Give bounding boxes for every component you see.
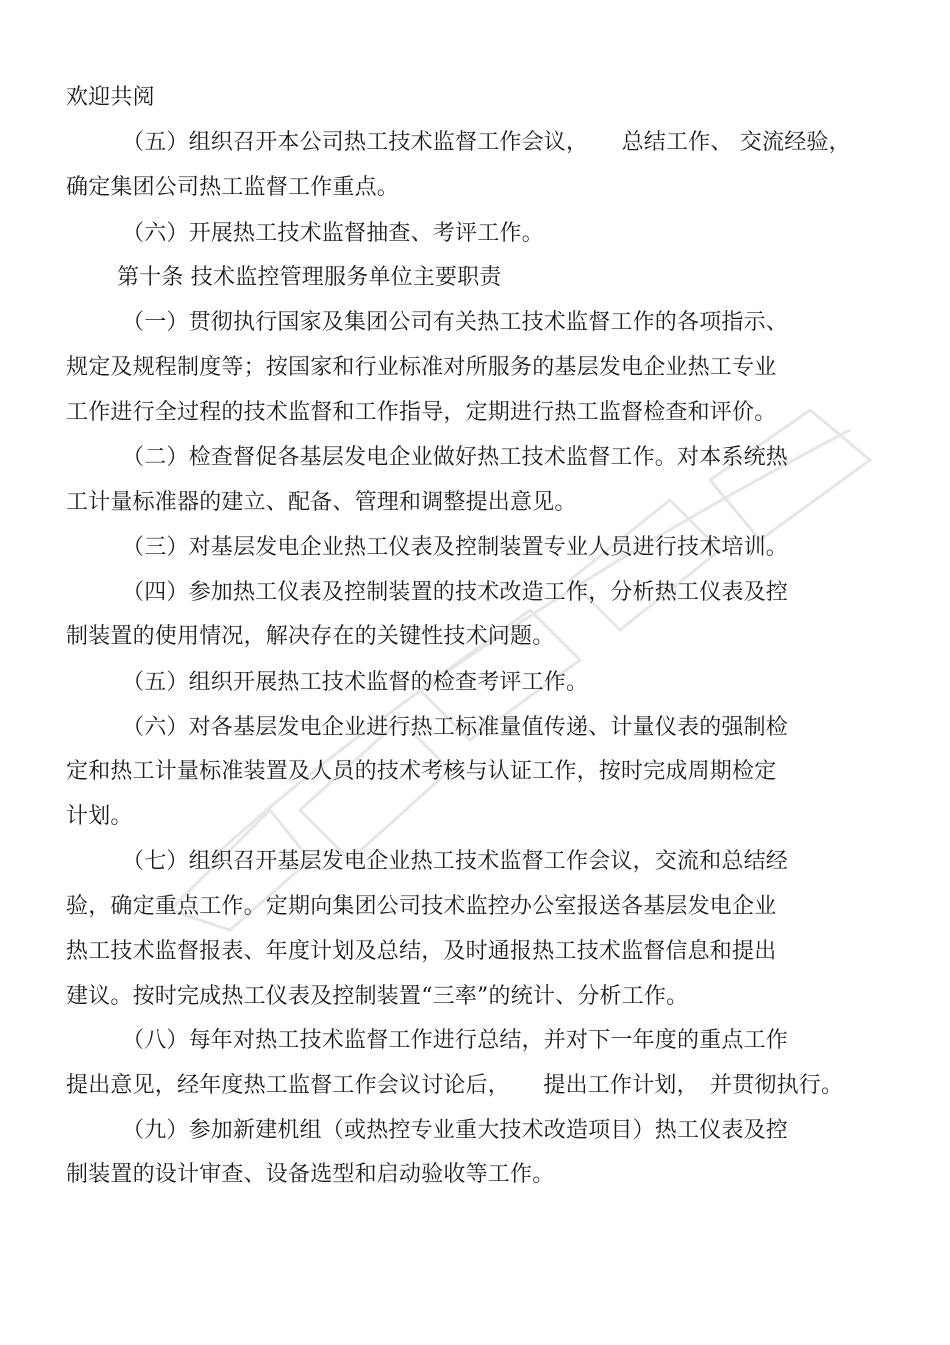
paragraph-line: 规定及规程制度等；按国家和行业标准对所服务的基层发电企业热工专业 xyxy=(66,355,777,380)
paragraph-line: （一）贯彻执行国家及集团公司有关热工技术监督工作的各项指示、 xyxy=(122,310,789,335)
paragraph-line: （六）对各基层发电企业进行热工标准量值传递、计量仪表的强制检 xyxy=(122,715,789,740)
paragraph-line: （四）参加热工仪表及控制装置的技术改造工作，分析热工仪表及控 xyxy=(122,580,789,605)
paragraph-line: （五）组织召开本公司热工技术监督工作会议， 总结工作、 交流经验， xyxy=(122,130,851,155)
paragraph-line: 制装置的使用情况，解决存在的关键性技术问题。 xyxy=(66,624,555,649)
paragraph-line: （二）检查督促各基层发电企业做好热工技术监督工作。对本系统热 xyxy=(122,445,789,470)
page-header: 欢迎共阅 xyxy=(66,85,155,110)
paragraph-line: （六）开展热工技术监督抽查、考评工作。 xyxy=(122,221,544,246)
paragraph-line: 验，确定重点工作。定期向集团公司技术监控办公室报送各基层发电企业 xyxy=(66,894,777,919)
paragraph-line: 工计量标准器的建立、配备、管理和调整提出意见。 xyxy=(66,490,577,515)
section-heading: 第十条 技术监控管理服务单位主要职责 xyxy=(117,265,502,290)
paragraph-line: （五）组织开展热工技术监督的检查考评工作。 xyxy=(122,670,589,695)
paragraph-line: 热工技术监督报表、年度计划及总结，及时通报热工技术监督信息和提出 xyxy=(66,939,777,964)
paragraph-line: 定和热工计量标准装置及人员的技术考核与认证工作，按时完成周期检定 xyxy=(66,759,777,784)
paragraph-line: 确定集团公司热工监督工作重点。 xyxy=(66,175,400,200)
paragraph-line: 提出意见，经年度热工监督工作会议讨论后， 提出工作计划， 并贯彻执行。 xyxy=(66,1073,844,1098)
paragraph-line: 建议。按时完成热工仪表及控制装置“三率”的统计、分析工作。 xyxy=(66,984,689,1009)
paragraph-line: 计划。 xyxy=(66,804,133,829)
paragraph-line: 制装置的设计审查、设备选型和启动验收等工作。 xyxy=(66,1162,555,1187)
paragraph-line: （三）对基层发电企业热工仪表及控制装置专业人员进行技术培训。 xyxy=(122,535,789,560)
paragraph-line: （九）参加新建机组（或热控专业重大技术改造项目）热工仪表及控 xyxy=(122,1118,789,1143)
paragraph-line: （七）组织召开基层发电企业热工技术监督工作会议，交流和总结经 xyxy=(122,849,789,874)
paragraph-line: （八）每年对热工技术监督工作进行总结，并对下一年度的重点工作 xyxy=(122,1028,789,1053)
paragraph-line: 工作进行全过程的技术监督和工作指导，定期进行热工监督检查和评价。 xyxy=(66,400,777,425)
